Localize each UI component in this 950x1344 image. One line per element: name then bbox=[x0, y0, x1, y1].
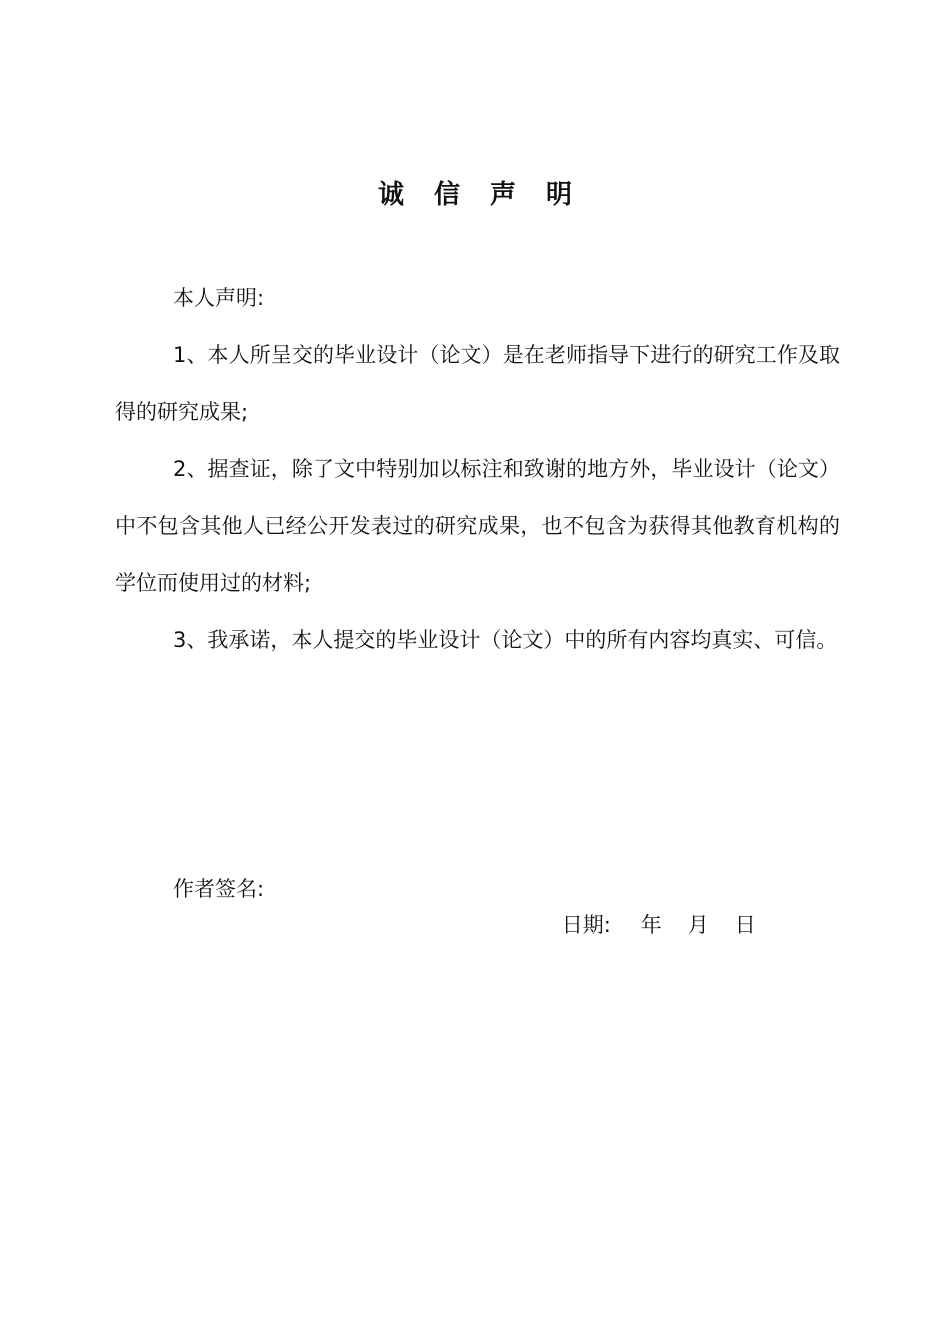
date-label: 日期: bbox=[561, 913, 611, 937]
author-signature-label: 作者签名: bbox=[173, 877, 265, 901]
author-signature-field bbox=[173, 871, 264, 907]
date-day-label: 日 bbox=[734, 913, 756, 937]
declaration-item-1: 1、本人所呈交的毕业设计（论文）是在老师指导下进行的研究工作及取得的研究成果; bbox=[115, 343, 840, 424]
title-char: 明 bbox=[546, 180, 573, 210]
date-year-label: 年 bbox=[640, 913, 662, 937]
title-char: 诚 bbox=[377, 180, 404, 210]
title-char: 信 bbox=[433, 180, 460, 210]
declaration-intro: 本人声明: bbox=[173, 286, 265, 310]
declaration-item-3: 3、我承诺，本人提交的毕业设计（论文）中的所有内容均真实、可信。 bbox=[173, 628, 838, 652]
date-month-label: 月 bbox=[687, 913, 709, 937]
page-title bbox=[0, 174, 950, 211]
title-char: 声 bbox=[490, 180, 517, 210]
declaration-item-2: 2、据查证，除了文中特别加以标注和致谢的地方外，毕业设计（论文）中不包含其他人已经公开发表过的研究成果，也不包含为获得其他教育机构的学位而使用过的材料; bbox=[115, 457, 840, 595]
date-field bbox=[535, 871, 756, 979]
declaration-body bbox=[115, 270, 840, 669]
